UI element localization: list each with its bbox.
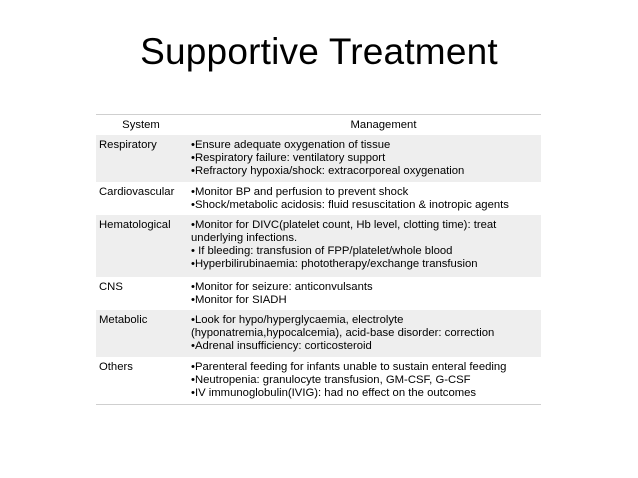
management-line: •Monitor for SIADH [191,294,287,306]
table-row-others [96,357,541,404]
treatment-table [96,114,541,405]
management-line: •Parenteral feeding for infants unable to sustain enteral feeding [191,361,507,373]
table-header-row [96,115,541,135]
management-cell [187,219,541,275]
management-line: •Hyperbilirubinaemia: phototherapy/exchange transfusion [191,258,478,270]
management-line: • If bleeding: transfusion of FPP/platelet/whole blood [191,245,453,257]
management-cell [187,281,541,308]
management-line: •Refractory hypoxia/shock: extracorporeal oxygenation [191,165,465,177]
header-system: System [122,118,160,131]
management-cell [187,139,541,180]
table-row-hematological [96,215,541,277]
system-cell: Others [99,361,133,373]
management-line: •Neutropenia: granulocyte transfusion, GM-CSF, G-CSF [191,374,471,386]
system-cell: Metabolic [99,314,148,326]
management-cell [187,186,541,213]
management-line: •Ensure adequate oxygenation of tissue [191,139,391,151]
table-row-metabolic [96,310,541,357]
management-line: •Monitor BP and perfusion to prevent shock [191,186,409,198]
management-line: •Shock/metabolic acidosis: fluid resuscitation & inotropic agents [191,199,509,211]
management-cell [187,361,541,402]
management-line: •Monitor for seizure: anticonvulsants [191,281,373,293]
system-cell: CNS [99,281,123,293]
management-line: •Respiratory failure: ventilatory support [191,152,386,164]
management-line: •Adrenal insufficiency: corticosteroid [191,340,372,352]
system-cell: Respiratory [99,139,157,151]
table-row-cardiovascular [96,182,541,215]
management-line: •IV immunoglobulin(IVIG): had no effect on the outcomes [191,387,477,399]
management-cell [187,314,541,355]
slide-title: Supportive Treatment [140,31,498,72]
table-row-cns [96,277,541,310]
management-line: underlying infections. [191,232,298,244]
system-cell: Hematological [99,219,171,231]
management-line: •Monitor for DIVC(platelet count, Hb level, clotting time): treat [191,219,497,231]
system-cell: Cardiovascular [99,186,175,198]
table-row-respiratory [96,135,541,182]
header-management: Management [350,118,417,131]
management-line: (hyponatremia,hypocalcemia), acid-base disorder: correction [191,327,495,339]
management-line: •Look for hypo/hyperglycaemia, electrolyte [191,314,404,326]
